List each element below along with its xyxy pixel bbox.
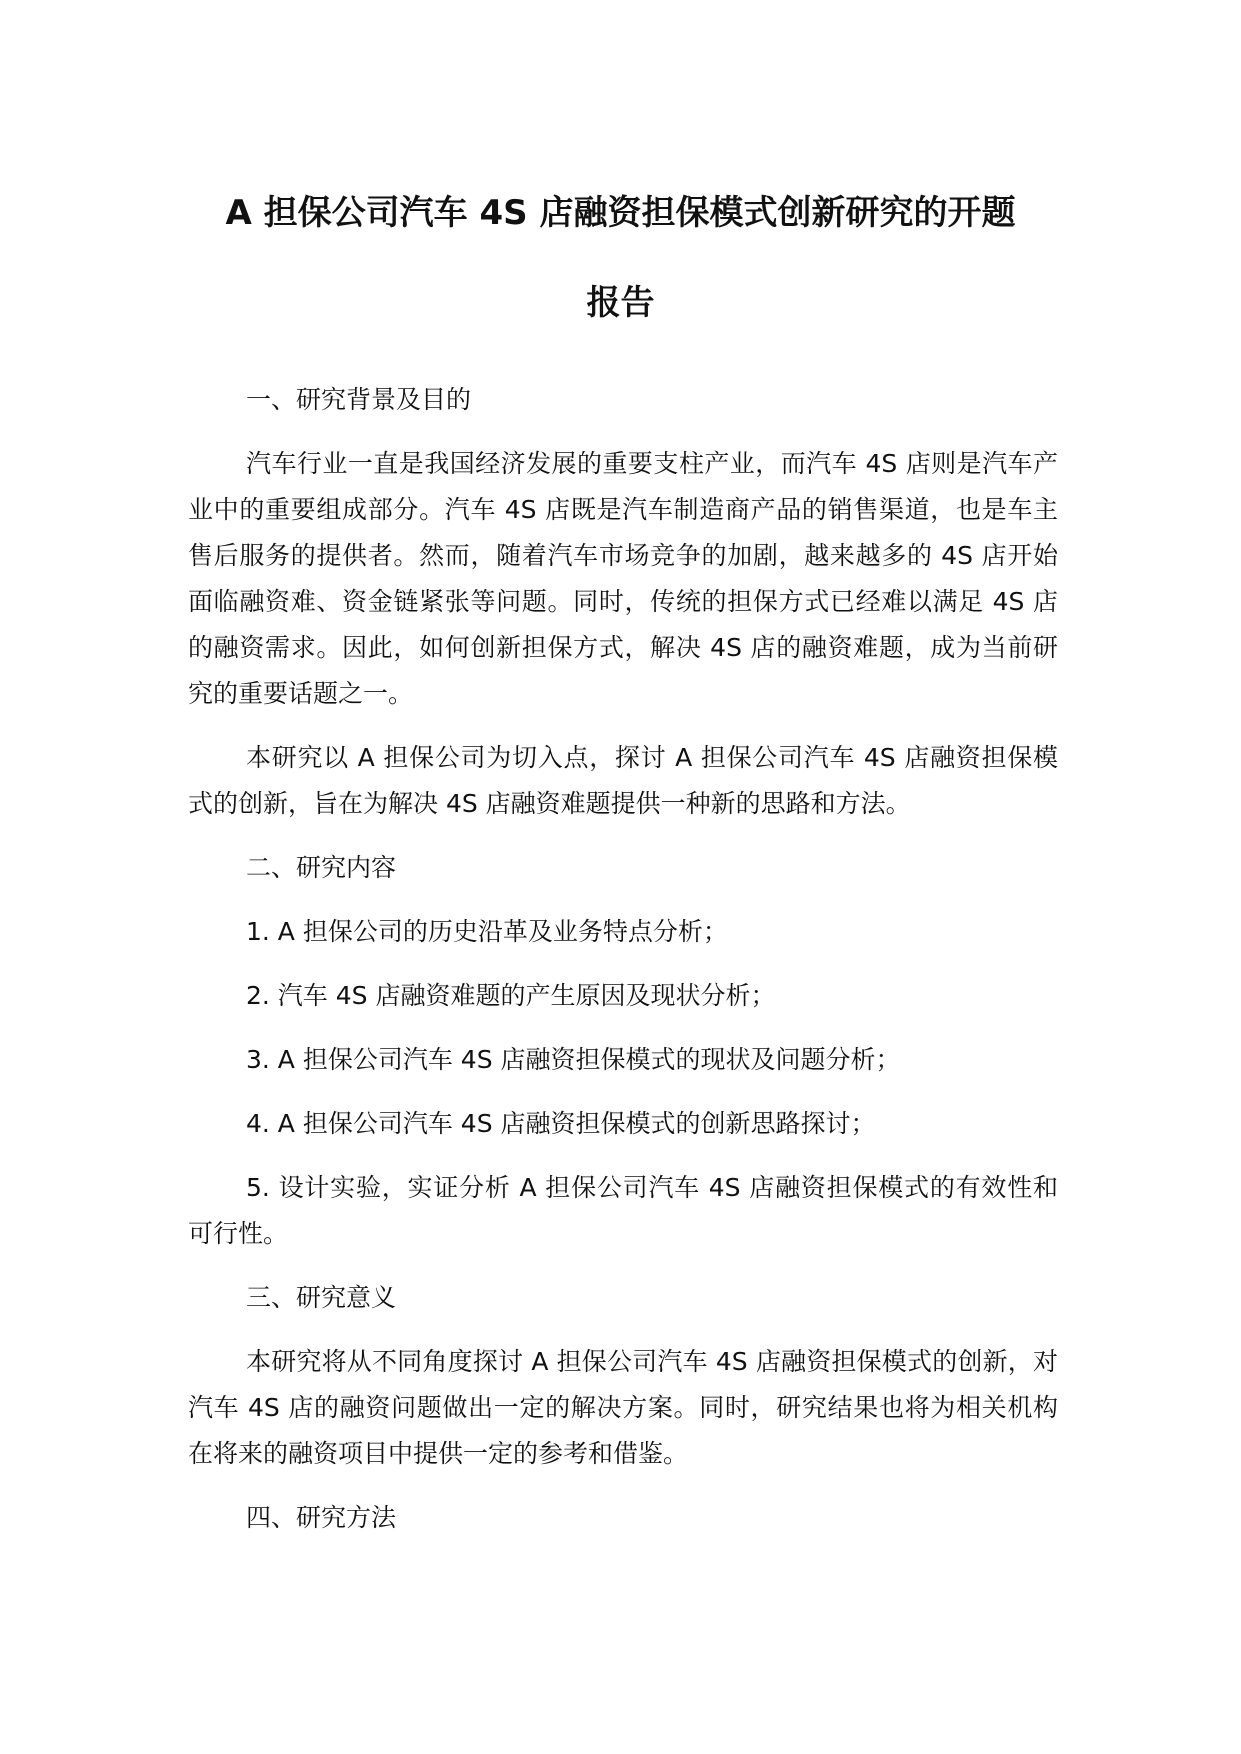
content-item-3: 3. A 担保公司汽车 4S 店融资担保模式的现状及问题分析； [246,1045,901,1074]
paragraph-purpose: 本研究以 A 担保公司为切入点，探讨 A 担保公司汽车 4S 店融资担保模式的创新，旨在为解决 4S 店融资难题提供一种新的思路和方法。 [188,743,1058,818]
content-item-1: 1. A 担保公司的历史沿革及业务特点分析； [246,917,728,946]
document-title [170,168,1071,348]
section-heading-methods: 四、研究方法 [246,1503,397,1532]
document-title-line-1: A 担保公司汽车 4S 店融资担保模式创新研究的开题 [225,193,1016,233]
document-body [188,377,1058,1541]
content-item-2: 2. 汽车 4S 店融资难题的产生原因及现状分析； [246,981,776,1010]
content-item-5: 5. 设计实验，实证分析 A 担保公司汽车 4S 店融资担保模式的有效性和可行性。 [188,1173,1058,1248]
paragraph-significance: 本研究将从不同角度探讨 A 担保公司汽车 4S 店融资担保模式的创新，对汽车 4S 店的融资问题做出一定的解决方案。同时，研究结果也将为相关机构在将来的融资项目中提供一定的参考和借鉴。 [188,1347,1058,1468]
document-title-line-2: 报告 [586,283,655,323]
section-heading-background: 一、研究背景及目的 [246,385,472,414]
section-heading-significance: 三、研究意义 [246,1283,397,1312]
content-item-4: 4. A 担保公司汽车 4S 店融资担保模式的创新思路探讨； [246,1109,876,1138]
section-heading-content: 二、研究内容 [246,853,397,882]
paragraph-background: 汽车行业一直是我国经济发展的重要支柱产业，而汽车 4S 店则是汽车产业中的重要组成部分。汽车 4S 店既是汽车制造商产品的销售渠道，也是车主售后服务的提供者。然而，随着汽车市场竞争的加剧，越来越多的 4S 店开始面临融资难、资金链紧张等问题。同时，传统的担保方式已经难以满足 4S 店的融资需求。因此，如何创新担保方式，解决 4S 店的融资难题，成为当前研究的重要话题之一。 [188,449,1058,708]
